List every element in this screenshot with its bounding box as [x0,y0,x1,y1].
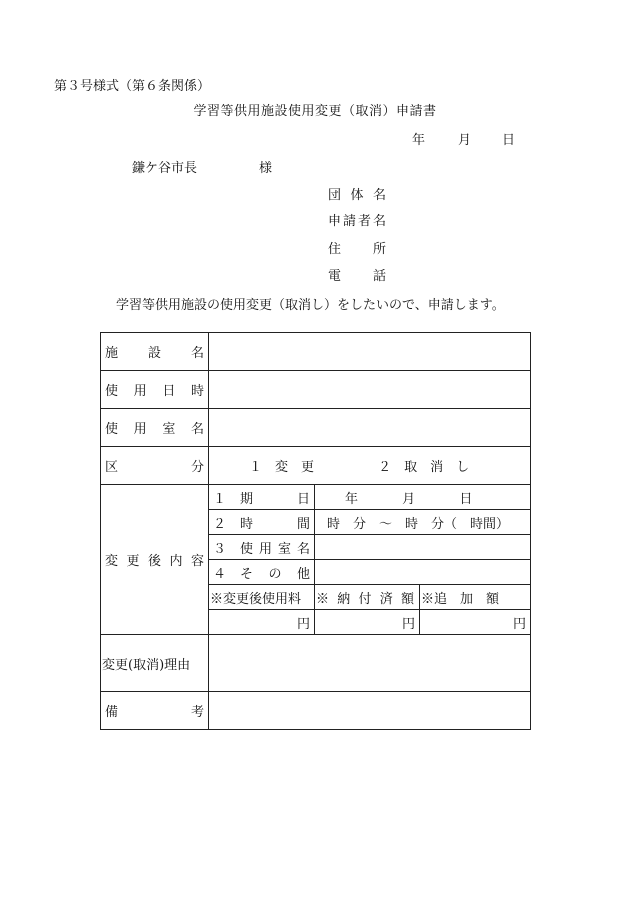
period-day: 日 [459,491,473,507]
changed-room-label-text: 使用室名 [240,541,310,557]
table-row [101,409,531,447]
category-label: 区分 [101,447,209,485]
table-row [101,635,531,692]
table-row [101,333,531,371]
other-field[interactable] [315,560,531,585]
addressee-honorific: 様 [259,161,273,176]
reason-label: 変更(取消)理由 [101,635,209,692]
addressee [132,161,273,177]
category-option-cancel[interactable]: ２ 取 消 し [378,460,470,475]
time-label-number: ２ [213,516,227,532]
period-label [209,485,315,510]
other-label-number: ４ [213,566,227,582]
time-label-text: 時間 [240,516,310,532]
changed-content-label: 変更後内容 [101,485,209,635]
document-title: 学習等供用施設使用変更（取消）申請書 [193,104,437,119]
application-statement: 学習等供用施設の使用変更（取消し）をしたいので、申請します。 [116,298,505,313]
applicant-name-label: 申請者名 [328,214,386,229]
yen-unit: 円 [296,616,310,632]
remarks-label: 備考 [101,692,209,730]
changed-room-label-number: ３ [213,541,227,557]
fee-paid-field[interactable] [315,610,420,635]
fee-additional-field[interactable] [420,610,531,635]
category-field[interactable] [209,447,531,485]
organization-label: 団体名 [328,188,386,203]
other-label [209,560,315,585]
table-row [101,692,531,730]
time-label [209,510,315,535]
room-name-label: 使用室名 [101,409,209,447]
applicant-address [328,242,386,258]
reason-field[interactable] [209,635,531,692]
addressee-name: 鎌ケ谷市長 [132,161,198,176]
period-field[interactable] [315,485,531,510]
date-day-label: 日 [502,133,516,148]
applicant-phone [328,269,386,285]
time-field[interactable] [315,510,531,535]
table-row [101,485,531,510]
changed-room-label [209,535,315,560]
usage-datetime-label: 使用日時 [101,371,209,409]
applicant-organization [328,188,386,204]
changed-room-field[interactable] [315,535,531,560]
period-month: 月 [402,491,416,507]
usage-datetime-field[interactable] [209,371,531,409]
fee-changed-field[interactable] [209,610,315,635]
date-year-label: 年 [412,133,426,148]
facility-name-label: 施設名 [101,333,209,371]
applicant-name [328,214,386,230]
address-label: 住所 [328,242,386,257]
remarks-field[interactable] [209,692,531,730]
room-name-field[interactable] [209,409,531,447]
fee-paid-label-text: ※納付済額 [316,591,414,607]
period-label-number: １ [213,491,227,507]
fee-changed-label: ※変更後使用料 [209,585,315,610]
period-label-text: 期日 [240,491,310,507]
facility-name-field[interactable] [209,333,531,371]
fee-paid-label [315,585,420,610]
table-row [101,447,531,485]
form-number: 第３号様式（第６条関係） [54,79,211,94]
period-year: 年 [345,491,359,507]
date-month-label: 月 [458,133,472,148]
fee-additional-label: ※追 加 額 [420,585,531,610]
time-value: 時 分 ～ 時 分（ 時間） [327,516,510,532]
yen-unit: 円 [512,616,526,632]
other-label-text: その他 [240,566,310,582]
application-form-table [100,332,531,730]
table-row [101,371,531,409]
category-option-change[interactable]: １ 変 更 [249,460,315,475]
phone-label: 電話 [328,269,386,284]
yen-unit: 円 [401,616,415,632]
